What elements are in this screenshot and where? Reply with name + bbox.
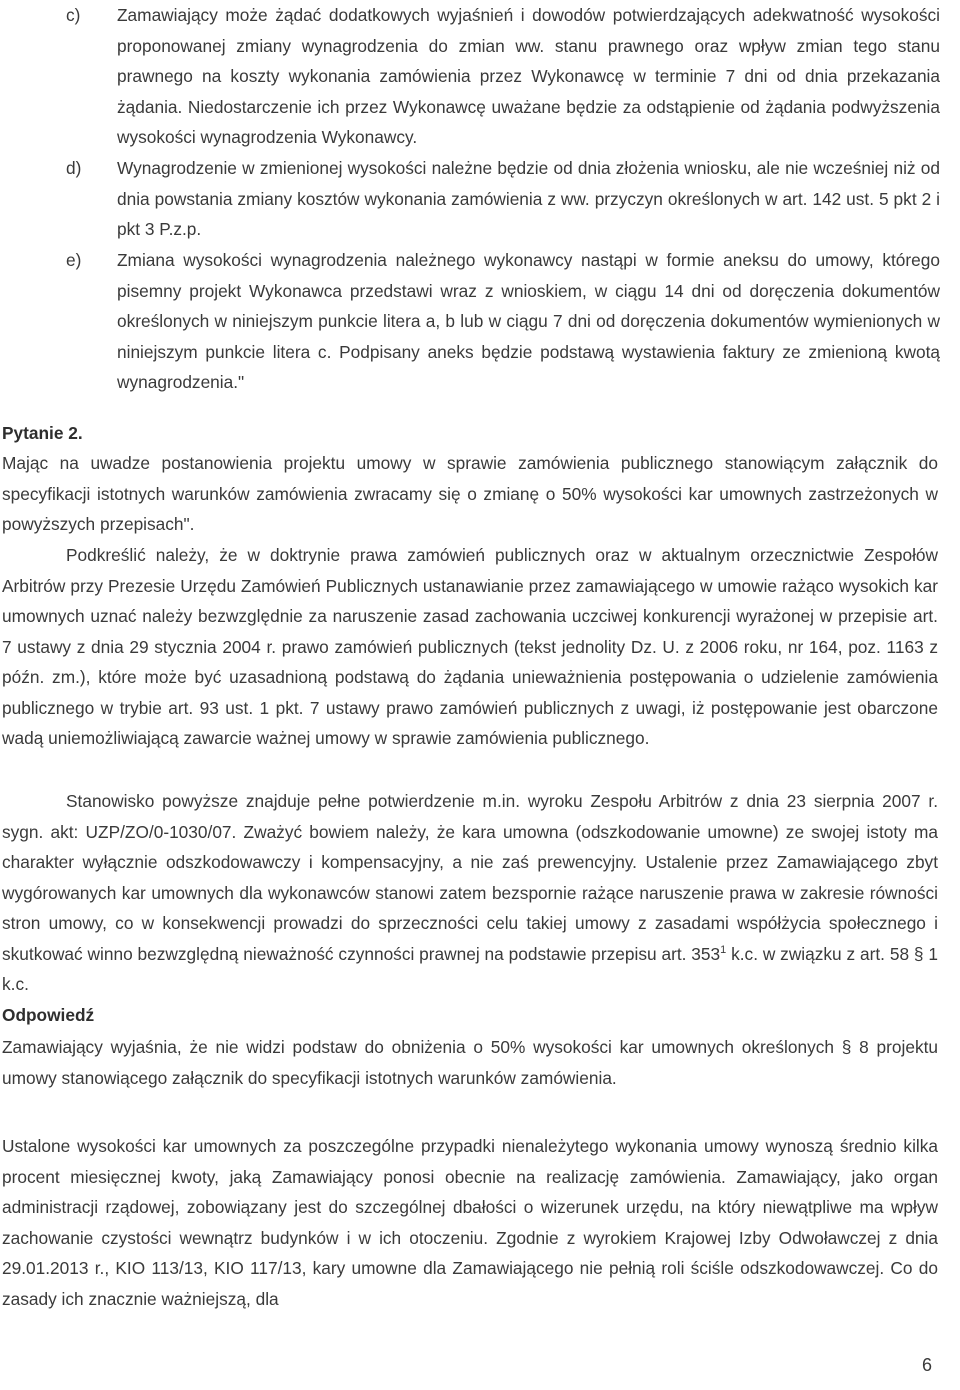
list-item-e [66, 245, 940, 398]
question-heading: Pytanie 2. [2, 423, 83, 443]
list-item-d [66, 153, 940, 245]
question-paragraph-1: Mając na uwadze postanowienia projektu umowy w sprawie zamówienia publicznego stanowiącym załącznik do specyfikacji istotnych warunków zamówienia zwracamy się o zmianę o 50% wysokości kar umownych zastrzeżonych w powyższych przepisach". [2, 453, 938, 534]
list-item-text: Zmiana wysokości wynagrodzenia należnego wykonawcy nastąpi w formie aneksu do umowy, którego pisemny projekt Wykonawca przedstawi wraz z wnioskiem, w ciągu 14 dni od doręczenia dokumentów określonych w niniejszym punkcie litera a, b lub w ciągu 7 dni od doręczenia dokumentów wymienionych w niniejszym punkcie litera c. Podpisany aneks będzie podstawą wystawienia faktury ze zmienioną kwotą wynagrodzenia." [117, 250, 940, 392]
answer-paragraph-2: Ustalone wysokości kar umownych za poszczególne przypadki nienależytego wykonania umowy wynoszą średnio kilka procent miesięcznej kwoty, jaką Zamawiający ponosi obecnie na realizację zamówienia. Zamawiający, jako organ administracji rządowej, zobowiązany jest do szczególnej dbałości o wizerunek urzędu, na który niewątpliwe ma wpływ zachowanie czystości wewnątrz budynków i w ich otoczeniu. Zgodnie z wyrokiem Krajowej Izby Odwoławczej z dnia 29.01.2013 r., KIO 113/13, KIO 117/13, kary umowne dla Zamawiającego nie pełnią roli ściśle odszkodowawczej. Co do zasady ich znacznie ważniejszą, dla [2, 1136, 938, 1309]
superscript: 1 [720, 943, 727, 956]
list-marker: e) [66, 250, 82, 270]
list-item-text: Zamawiający może żądać dodatkowych wyjaśnień i dowodów potwierdzających adekwatność wysokości proponowanej zmiany wynagrodzenia do zmian ww. stanu prawnego oraz wpływ zmian tego stanu prawnego na koszty wykonania zamówienia przez Wykonawcę w terminie 7 dni od dnia przekazania żądania. Niedostarczenie ich przez Wykonawcę uważane będzie za odstąpienie od żądania podwyższenia wysokości wynagrodzenia Wykonawcy. [117, 5, 940, 147]
list-item-text: Wynagrodzenie w zmienionej wysokości należne będzie od dnia złożenia wniosku, ale nie wcześniej niż od dnia powstania zmiany kosztów wykonania zamówienia z ww. przyczyn określonych w art. 142 ust. 5 pkt 2 i pkt 3 P.z.p. [117, 158, 940, 239]
paragraph-text-end: k.c. w związku z art. 58 § 1 k.c. [2, 943, 938, 994]
page-number: 6 [922, 1355, 933, 1375]
list-item-c [66, 0, 940, 153]
question-paragraph-3 [2, 786, 938, 1000]
answer-heading: Odpowiedź [2, 1005, 95, 1025]
list-marker: d) [66, 158, 82, 178]
answer-paragraph-1: Zamawiający wyjaśnia, że nie widzi podstaw do obniżenia o 50% wysokości kar umownych określonych § 8 projektu umowy stanowiącego załącznik do specyfikacji istotnych warunków zamówienia. [2, 1037, 938, 1088]
question-paragraph-2: Podkreślić należy, że w doktrynie prawa zamówień publicznych oraz w aktualnym orzecznictwie Zespołów Arbitrów przy Prezesie Urzędu Zamówień Publicznych ustanawianie przez zamawiającego w umowie rażąco wysokich kar umownych uznać należy bezwzględnie za naruszenie zasad zachowania uczciwej konkurencji wyrażonej w przepisie art. 7 ustawy z dnia 29 stycznia 2004 r. prawo zamówień publicznych (tekst jednolity Dz. U. z 2006 roku, nr 164, poz. 1163 z późn. zm.), które może być uzasadnioną podstawą do żądania unieważnienia postępowania o udzielenie zamówienia publicznego w trybie art. 93 ust. 1 pkt. 7 ustawy prawo zamówień publicznych z uwagi, iż postępowanie jest obarczone wadą uniemożliwiającą zawarcie ważnej umowy w sprawie zamówienia publicznego. [2, 545, 938, 748]
paragraph-text: Stanowisko powyższe znajduje pełne potwierdzenie m.in. wyroku Zespołu Arbitrów z dnia 23 sierpnia 2007 r. sygn. akt: UZP/ZO/0-1030/07. Zważyć bowiem należy, że kara umowna (odszkodowanie umowne) ze swojej istoty ma charakter wyłącznie odszkodowawczy i kompensacyjny, a nie zaś prewencyjny. Ustalenie przez Zamawiającego zbyt wygórowanych kar umownych dla wykonawców stanowi zatem bezspornie rażące naruszenie prawa w zakresie równości stron umowy, co w konsekwencji prowadzi do sprzeczności celu takiej umowy z zasadami współżycia społecznego i skutkować winno bezwzględną nieważność czynności prawnej na podstawie przepisu art. 353 [2, 791, 938, 964]
list-marker: c) [66, 5, 81, 25]
